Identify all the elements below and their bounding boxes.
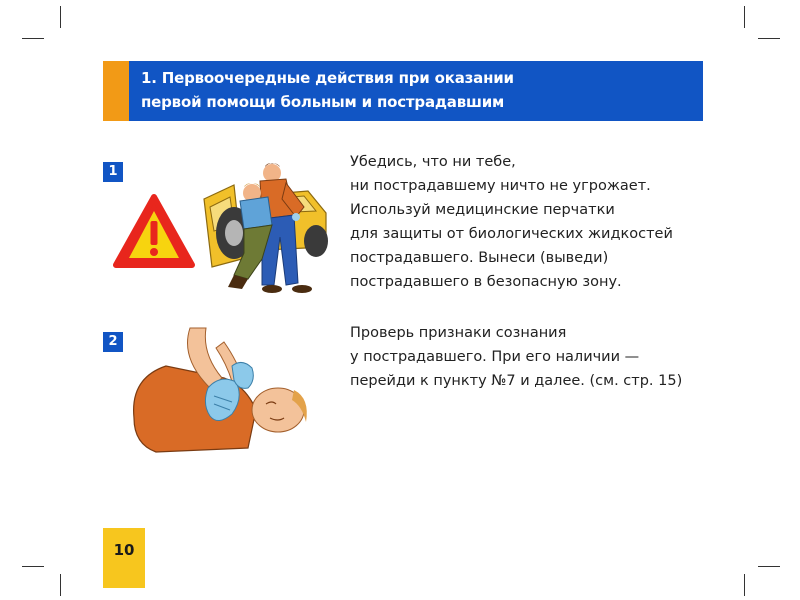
section-title-accent — [103, 61, 129, 121]
page-number: 10 — [103, 528, 145, 588]
section-title-line: первой помощи больным и пострадавшим — [141, 93, 505, 111]
section-title — [141, 66, 661, 114]
crop-mark-top-right — [758, 38, 780, 39]
crop-mark-top-left — [60, 6, 61, 28]
crop-mark-top-right — [744, 6, 745, 28]
step-text-line: для защиты от биологических жидкостей — [350, 226, 673, 242]
step-text-line: у пострадавшего. При его наличии — — [350, 349, 640, 365]
step-number-badge: 1 — [103, 162, 123, 182]
crop-mark-bottom-right — [758, 566, 780, 567]
check-consciousness-icon — [128, 318, 318, 458]
warning-sign-and-rescue-icon — [112, 155, 334, 300]
step-text-line: Проверь признаки сознания — [350, 325, 567, 341]
step-description — [350, 321, 710, 393]
crop-mark-bottom-right — [744, 574, 745, 596]
step-text-line: пострадавшего в безопасную зону. — [350, 274, 622, 290]
step-text-line: перейди к пункту №7 и далее. (см. стр. 15) — [350, 373, 683, 389]
crop-mark-bottom-left — [60, 574, 61, 596]
step-text-line: ни пострадавшему ничто не угрожает. — [350, 178, 651, 194]
step-number-badge: 2 — [103, 332, 123, 352]
crop-mark-bottom-left — [22, 566, 44, 567]
section-title-line: 1. Первоочередные действия при оказании — [141, 69, 514, 87]
step-text-line: Убедись, что ни тебе, — [350, 154, 516, 170]
step-text-line: пострадавшего. Вынеси (выведи) — [350, 250, 609, 266]
step-description — [350, 150, 710, 294]
step-text-line: Используй медицинские перчатки — [350, 202, 615, 218]
crop-mark-top-left — [22, 38, 44, 39]
